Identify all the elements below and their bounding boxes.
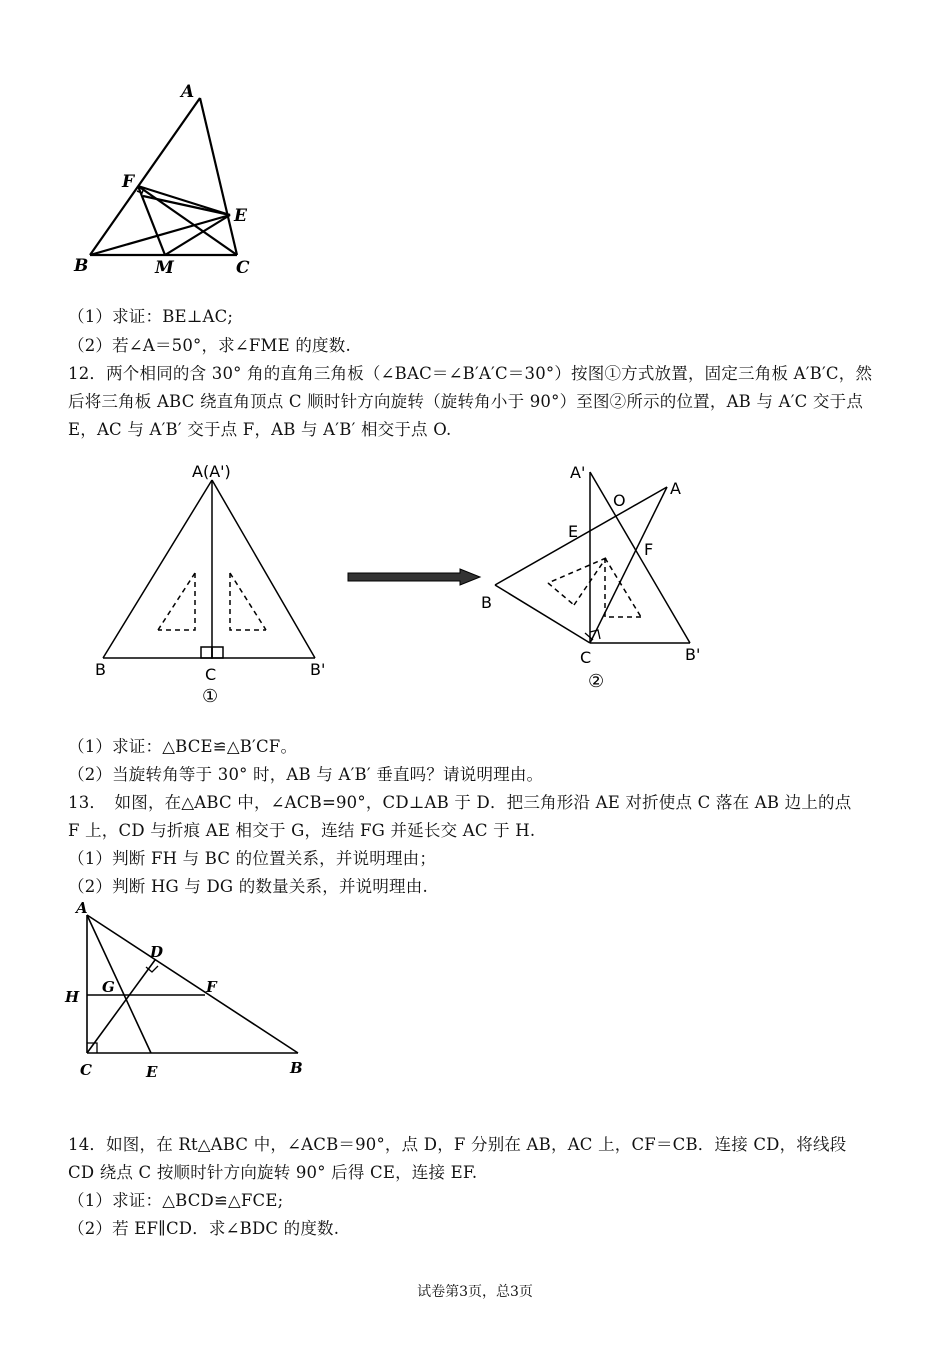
q11-part2: （2）若∠A＝50°，求∠FME 的度数. [68,336,351,355]
q13-stem2: F 上，CD 与折痕 AE 相交于 G，连结 FG 并延长交 AC 于 H. [68,821,536,840]
label-E: E [234,206,247,226]
q12-part2: （2）当旋转角等于 30° 时，AB 与 A′B′ 垂直吗？请说明理由。 [68,765,544,784]
q12-part1: （1）求证：△BCE≌△B′CF。 [68,737,298,756]
fig1-label-B2: B' [310,660,326,679]
fig2-label-E: E [568,522,579,541]
fig2-label-F: F [644,540,654,559]
triangle-figure-q13 [58,895,318,1085]
label-F: F [122,172,135,192]
fig2-number: ② [588,671,605,692]
q13-label-H: H [65,988,80,1006]
q13-part2: （2）判断 HG 与 DG 的数量关系，并说明理由. [68,877,428,896]
q13-label-C: C [80,1061,92,1079]
label-B: B [74,256,89,276]
fig2-label-A: A [670,479,681,498]
q13-label-D: D [150,943,164,961]
fig1-label-C: C [205,665,217,684]
q13-label-F: F [206,978,217,996]
page-footer: 试卷第3页，总3页 [417,1284,533,1300]
q13-label-B: B [290,1059,303,1077]
q14-part2: （2）若 EF∥CD．求∠BDC 的度数. [68,1219,340,1238]
q13-stem1: 13． 如图，在△ABC 中，∠ACB=90°，CD⊥AB 于 D．把三角形沿 AE 对折使点 C 落在 AB 边上的点 [68,793,852,812]
triangle-figure-q11 [60,75,280,285]
fig2-label-C: C [580,648,592,667]
q12-stem: 12．两个相同的含 30° 角的直角三角板（∠BAC＝∠B′A′C＝30°）按图①方式放置，固定三角板 A′B′C，然后将三角板 ABC 绕直角顶点 C 顺时针方向旋转（旋转角小于 90°）至图②所示的位置，AB 与 A′C 交于点 E，AC 与 A′B′ 交于点 F，AB 与 A′B′ 相交于点 O. [68,364,873,439]
q13-label-E: E [146,1063,158,1081]
label-A: A [181,82,195,102]
fig2-label-A2: A' [570,463,586,482]
q13-part1: （1）判断 FH 与 BC 的位置关系，并说明理由； [68,849,437,868]
fig2-label-B: B [481,593,492,612]
fig2-label-B2: B' [685,645,701,664]
fig1-label-top: A(A') [192,462,231,481]
q13-label-G: G [102,978,115,996]
label-M: M [155,258,174,278]
label-C: C [236,258,250,278]
q14-part1: （1）求证：△BCD≌△FCE; [68,1191,284,1210]
fig2-label-O: O [613,491,626,510]
q13-label-A: A [76,899,88,917]
q14-stem2: CD 绕点 C 按顺时针方向旋转 90° 后得 CE，连接 EF. [68,1163,478,1182]
q14-stem1: 14．如图，在 Rt△ABC 中，∠ACB＝90°，点 D，F 分别在 AB，AC 上，CF＝CB．连接 CD，将线段 [68,1135,847,1154]
q11-part1: （1）求证：BE⊥AC; [68,307,234,326]
rotation-figure-q12 [80,450,720,720]
fig1-label-B: B [95,660,106,679]
fig1-number: ① [202,686,219,707]
